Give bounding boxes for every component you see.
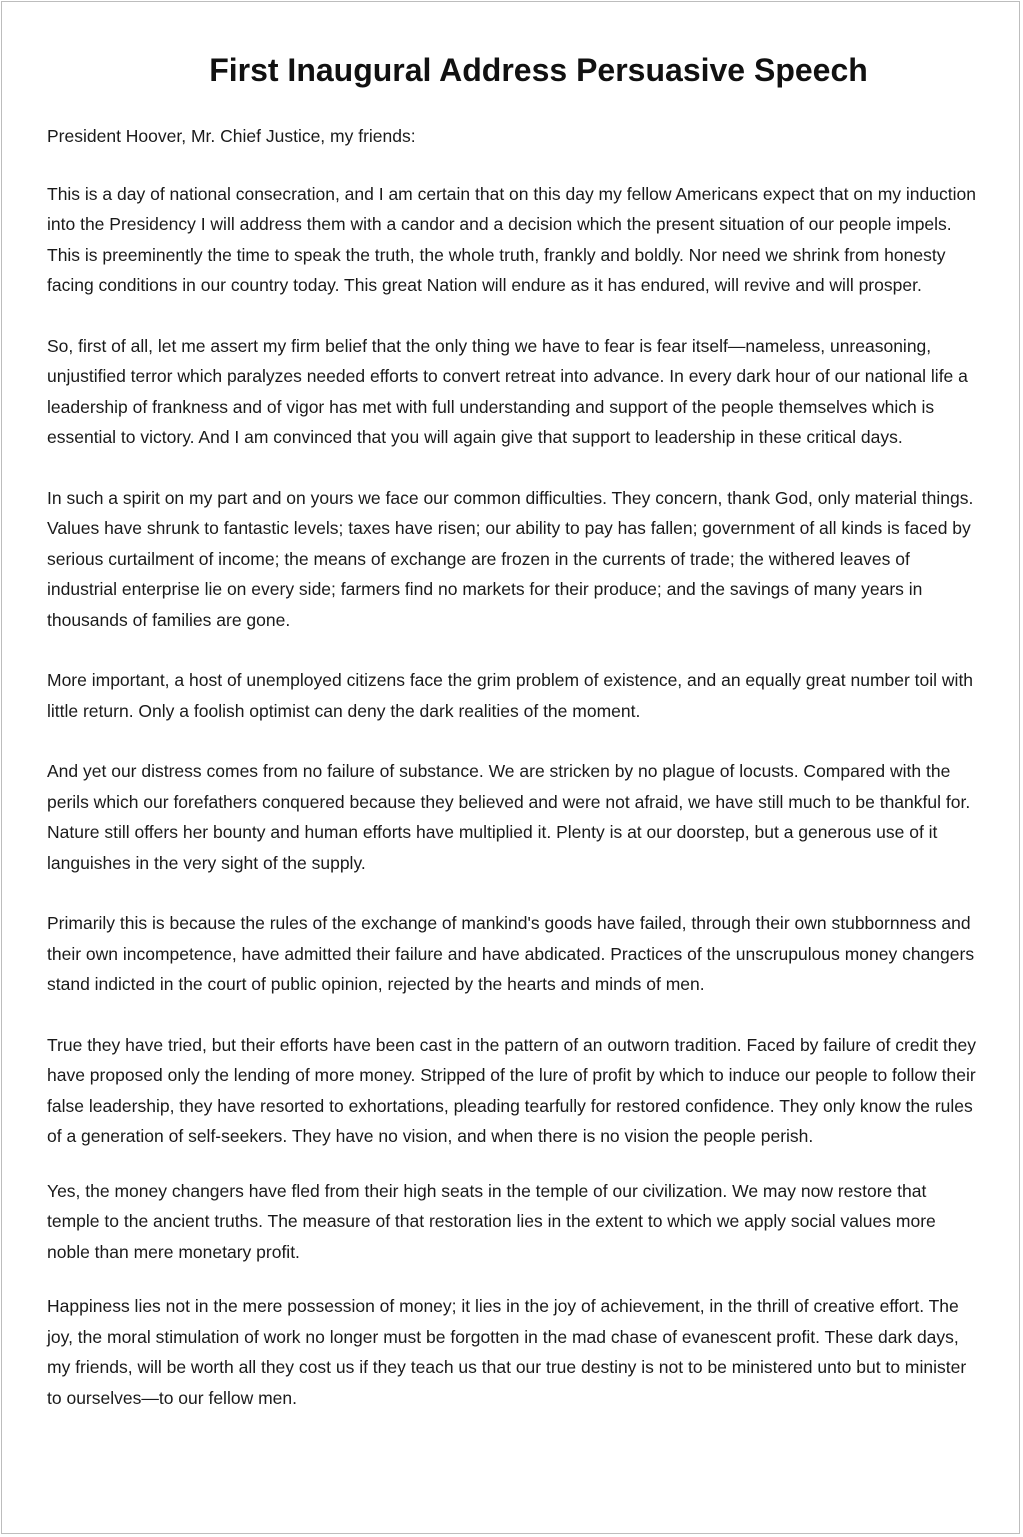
paragraph: Yes, the money changers have fled from their high seats in the temple of our civilization. We may now restore that temple to the ancient truths. The measure of that restoration lies in the extent to which we apply social values more noble than mere monetary profit. (47, 1180, 936, 1262)
document-page (1, 1, 1020, 1534)
paragraph: So, first of all, let me assert my firm belief that the only thing we have to fear is fear itself—nameless, unreasoning, unjustified terror which paralyzes needed efforts to convert retreat into advance. In every dark hour of our national life a leadership of frankness and of vigor has met with full understanding and support of the people themselves which is essential to victory. And I am convinced that you will again give that support to leadership in these critical days. (47, 335, 968, 447)
document-body (47, 121, 982, 1443)
paragraph: Happiness lies not in the mere possession of money; it lies in the joy of achievement, in the thrill of creative effort. The joy, the moral stimulation of work no longer must be forgotten in the mad chase of evanescent profit. These dark days, my friends, will be worth all they cost us if they teach us that our true destiny is not to be ministered unto but to minister to ourselves—to our fellow men. (47, 1296, 967, 1408)
paragraph-greeting: President Hoover, Mr. Chief Justice, my friends: (47, 126, 416, 146)
document-title: First Inaugural Address Persuasive Speech (209, 52, 868, 88)
paragraph: More important, a host of unemployed citizens face the grim problem of existence, and an equally great number toil with little return. Only a foolish optimist can deny the dark realities of the moment. (47, 670, 974, 721)
paragraph: Primarily this is because the rules of the exchange of mankind's goods have failed, through their own stubbornness and their own incompetence, have admitted their failure and have abdicated. Practices of the unscrupulous money changers stand indicted in the court of public opinion, rejected by the hearts and minds of men. (47, 913, 975, 994)
paragraph: And yet our distress comes from no failure of substance. We are stricken by no plague of locusts. Compared with the perils which our forefathers conquered because they believed and were not afraid, we have still much to be thankful for. Nature still offers her bounty and human efforts have multiplied it. Plenty is at our doorstep, but a generous use of it languishes in the very sight of the supply. (47, 761, 971, 873)
paragraph: True they have tried, but their efforts have been cast in the pattern of an outworn tradition. Faced by failure of credit they have proposed only the lending of more money. Stripped of the lure of profit by which to induce our people to follow their false leadership, they have resorted to exhortations, pleading tearfully for restored confidence. They only know the rules of a generation of self-seekers. They have no vision, and when there is no vision the people perish. (47, 1034, 977, 1146)
paragraph: This is a day of national consecration, and I am certain that on this day my fellow Americans expect that on my induction into the Presidency I will address them with a candor and a decision which the present situation of our people impels. This is preeminently the time to speak the truth, the whole truth, frankly and boldly. Nor need we shrink from honesty facing conditions in our country today. This great Nation will endure as it has endured, will revive and will prosper. (47, 183, 976, 295)
paragraph: In such a spirit on my part and on yours we face our common difficulties. They concern, thank God, only material things. Values have shrunk to fantastic levels; taxes have risen; our ability to pay has fallen; government of all kinds is faced by serious curtailment of income; the means of exchange are frozen in the currents of trade; the withered leaves of industrial enterprise lie on every side; farmers find no markets for their produce; and the savings of many years in thousands of families are gone. (47, 487, 974, 630)
